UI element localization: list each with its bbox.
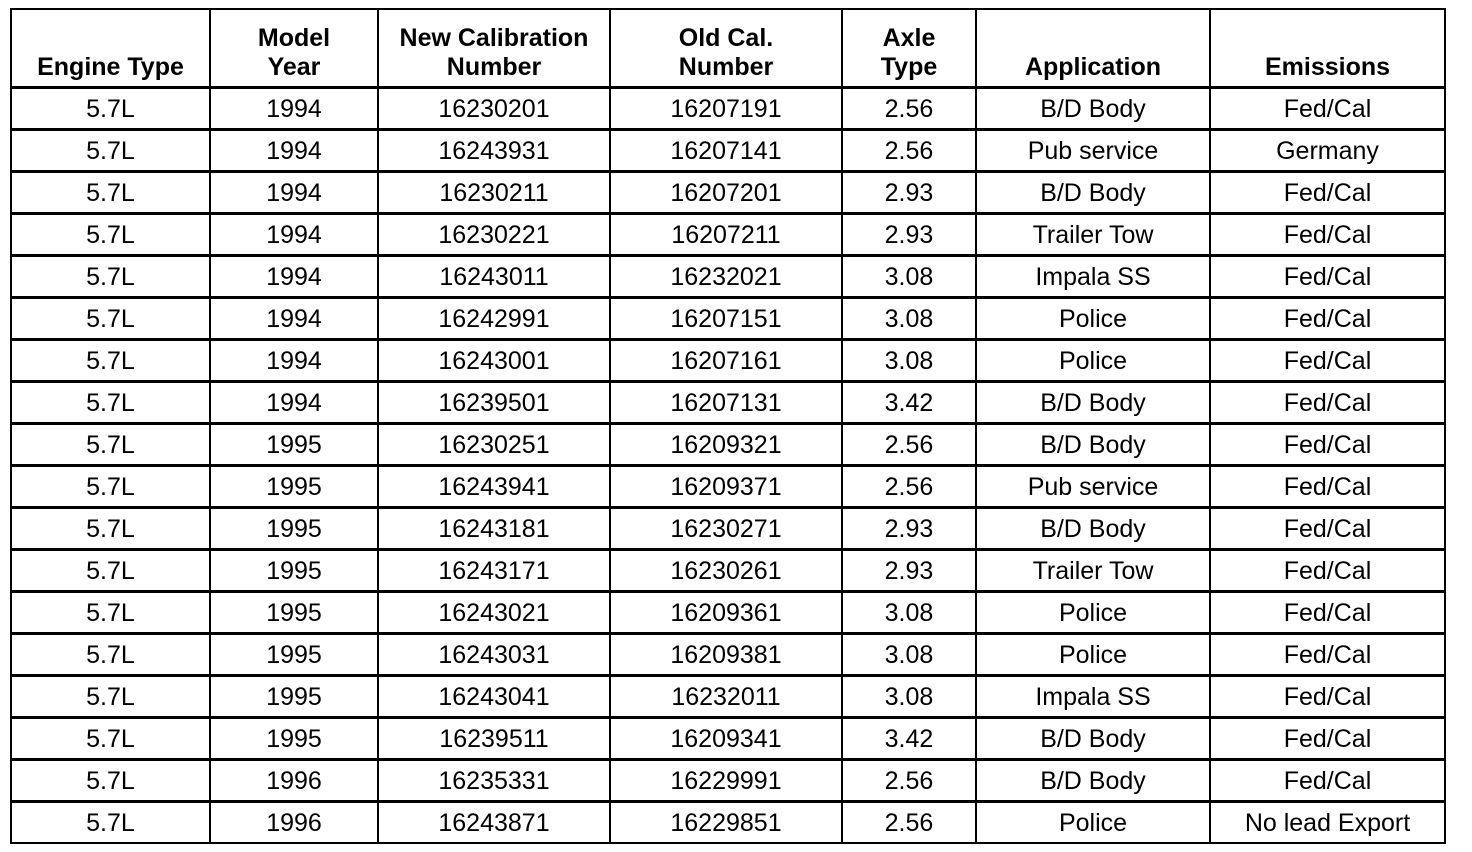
calibration-table-container [10,8,1444,844]
table-row [11,88,1445,130]
model-year-cell: 1995 [210,550,378,592]
model-year-cell: 1994 [210,214,378,256]
model-year-cell: 1994 [210,340,378,382]
header-model-year: Model Year [210,9,378,88]
old-cal-cell: 16230261 [610,550,842,592]
table-row [11,466,1445,508]
model-year-cell: 1995 [210,634,378,676]
header-new-calibration-number: New Calibration Number [378,9,610,88]
engine-type-cell: 5.7L [11,382,210,424]
emissions-cell: Fed/Cal [1210,592,1445,634]
axle-type-cell: 3.42 [842,382,976,424]
engine-type-cell: 5.7L [11,634,210,676]
new-calibration-cell: 16243171 [378,550,610,592]
application-cell: B/D Body [976,424,1210,466]
application-cell: B/D Body [976,382,1210,424]
new-calibration-cell: 16243871 [378,802,610,844]
application-cell: Trailer Tow [976,550,1210,592]
emissions-cell: Fed/Cal [1210,466,1445,508]
axle-type-cell: 2.56 [842,760,976,802]
table-row [11,172,1445,214]
application-cell: Impala SS [976,256,1210,298]
new-calibration-cell: 16230211 [378,172,610,214]
axle-type-cell: 2.93 [842,172,976,214]
emissions-cell: Fed/Cal [1210,718,1445,760]
old-cal-cell: 16207141 [610,130,842,172]
application-cell: Impala SS [976,676,1210,718]
new-calibration-cell: 16235331 [378,760,610,802]
old-cal-cell: 16229851 [610,802,842,844]
new-calibration-cell: 16243181 [378,508,610,550]
new-calibration-cell: 16243021 [378,592,610,634]
new-calibration-cell: 16243011 [378,256,610,298]
engine-type-cell: 5.7L [11,760,210,802]
emissions-cell: Fed/Cal [1210,424,1445,466]
model-year-cell: 1995 [210,676,378,718]
emissions-cell: Fed/Cal [1210,214,1445,256]
emissions-cell: Germany [1210,130,1445,172]
engine-type-cell: 5.7L [11,676,210,718]
emissions-cell: Fed/Cal [1210,298,1445,340]
emissions-cell: Fed/Cal [1210,508,1445,550]
old-cal-cell: 16207201 [610,172,842,214]
application-cell: Police [976,340,1210,382]
new-calibration-cell: 16230251 [378,424,610,466]
model-year-cell: 1994 [210,256,378,298]
axle-type-cell: 2.56 [842,88,976,130]
axle-type-cell: 2.93 [842,508,976,550]
axle-type-cell: 3.08 [842,298,976,340]
table-row [11,634,1445,676]
new-calibration-cell: 16230201 [378,88,610,130]
header-old-cal-number: Old Cal. Number [610,9,842,88]
emissions-cell: Fed/Cal [1210,382,1445,424]
old-cal-cell: 16207131 [610,382,842,424]
axle-type-cell: 2.93 [842,550,976,592]
axle-type-cell: 3.42 [842,718,976,760]
table-row [11,508,1445,550]
old-cal-cell: 16207191 [610,88,842,130]
application-cell: Pub service [976,130,1210,172]
table-header [11,9,1445,88]
model-year-cell: 1994 [210,298,378,340]
application-cell: B/D Body [976,88,1210,130]
emissions-cell: Fed/Cal [1210,172,1445,214]
new-calibration-cell: 16242991 [378,298,610,340]
model-year-cell: 1995 [210,592,378,634]
old-cal-cell: 16209361 [610,592,842,634]
engine-type-cell: 5.7L [11,592,210,634]
axle-type-cell: 3.08 [842,256,976,298]
table-row [11,760,1445,802]
axle-type-cell: 2.56 [842,466,976,508]
engine-type-cell: 5.7L [11,214,210,256]
table-row [11,382,1445,424]
model-year-cell: 1995 [210,508,378,550]
engine-type-cell: 5.7L [11,508,210,550]
application-cell: Police [976,802,1210,844]
old-cal-cell: 16207211 [610,214,842,256]
table-row [11,676,1445,718]
header-engine-type: Engine Type [11,9,210,88]
table-row [11,424,1445,466]
table-row [11,298,1445,340]
new-calibration-cell: 16230221 [378,214,610,256]
new-calibration-cell: 16243001 [378,340,610,382]
old-cal-cell: 16230271 [610,508,842,550]
application-cell: Police [976,298,1210,340]
table-row [11,802,1445,844]
engine-type-cell: 5.7L [11,88,210,130]
application-cell: B/D Body [976,172,1210,214]
application-cell: Pub service [976,466,1210,508]
axle-type-cell: 2.56 [842,130,976,172]
old-cal-cell: 16209371 [610,466,842,508]
model-year-cell: 1995 [210,424,378,466]
old-cal-cell: 16232021 [610,256,842,298]
new-calibration-cell: 16243031 [378,634,610,676]
engine-type-cell: 5.7L [11,298,210,340]
model-year-cell: 1996 [210,760,378,802]
emissions-cell: Fed/Cal [1210,676,1445,718]
new-calibration-cell: 16243931 [378,130,610,172]
application-cell: Trailer Tow [976,214,1210,256]
old-cal-cell: 16232011 [610,676,842,718]
old-cal-cell: 16229991 [610,760,842,802]
model-year-cell: 1995 [210,466,378,508]
engine-type-cell: 5.7L [11,256,210,298]
table-row [11,550,1445,592]
new-calibration-cell: 16243941 [378,466,610,508]
engine-type-cell: 5.7L [11,424,210,466]
table-row [11,340,1445,382]
model-year-cell: 1994 [210,130,378,172]
axle-type-cell: 2.56 [842,802,976,844]
model-year-cell: 1994 [210,382,378,424]
emissions-cell: Fed/Cal [1210,634,1445,676]
application-cell: B/D Body [976,760,1210,802]
application-cell: Police [976,634,1210,676]
engine-type-cell: 5.7L [11,340,210,382]
engine-type-cell: 5.7L [11,466,210,508]
model-year-cell: 1994 [210,88,378,130]
model-year-cell: 1994 [210,172,378,214]
emissions-cell: Fed/Cal [1210,550,1445,592]
new-calibration-cell: 16239501 [378,382,610,424]
emissions-cell: Fed/Cal [1210,340,1445,382]
emissions-cell: Fed/Cal [1210,88,1445,130]
table-row [11,130,1445,172]
model-year-cell: 1996 [210,802,378,844]
engine-type-cell: 5.7L [11,130,210,172]
header-emissions: Emissions [1210,9,1445,88]
table-row [11,256,1445,298]
application-cell: B/D Body [976,508,1210,550]
header-axle-type: Axle Type [842,9,976,88]
table-row [11,214,1445,256]
emissions-cell: Fed/Cal [1210,760,1445,802]
table-row [11,592,1445,634]
table-body [11,88,1445,844]
table-row [11,718,1445,760]
old-cal-cell: 16207151 [610,298,842,340]
application-cell: B/D Body [976,718,1210,760]
emissions-cell: Fed/Cal [1210,256,1445,298]
engine-type-cell: 5.7L [11,802,210,844]
old-cal-cell: 16209321 [610,424,842,466]
header-row [11,9,1445,88]
axle-type-cell: 2.93 [842,214,976,256]
engine-type-cell: 5.7L [11,718,210,760]
old-cal-cell: 16209381 [610,634,842,676]
header-application: Application [976,9,1210,88]
engine-type-cell: 5.7L [11,550,210,592]
axle-type-cell: 2.56 [842,424,976,466]
new-calibration-cell: 16243041 [378,676,610,718]
old-cal-cell: 16209341 [610,718,842,760]
axle-type-cell: 3.08 [842,340,976,382]
application-cell: Police [976,592,1210,634]
model-year-cell: 1995 [210,718,378,760]
engine-type-cell: 5.7L [11,172,210,214]
axle-type-cell: 3.08 [842,592,976,634]
new-calibration-cell: 16239511 [378,718,610,760]
axle-type-cell: 3.08 [842,634,976,676]
axle-type-cell: 3.08 [842,676,976,718]
old-cal-cell: 16207161 [610,340,842,382]
calibration-table [10,8,1446,844]
emissions-cell: No lead Export [1210,802,1445,844]
